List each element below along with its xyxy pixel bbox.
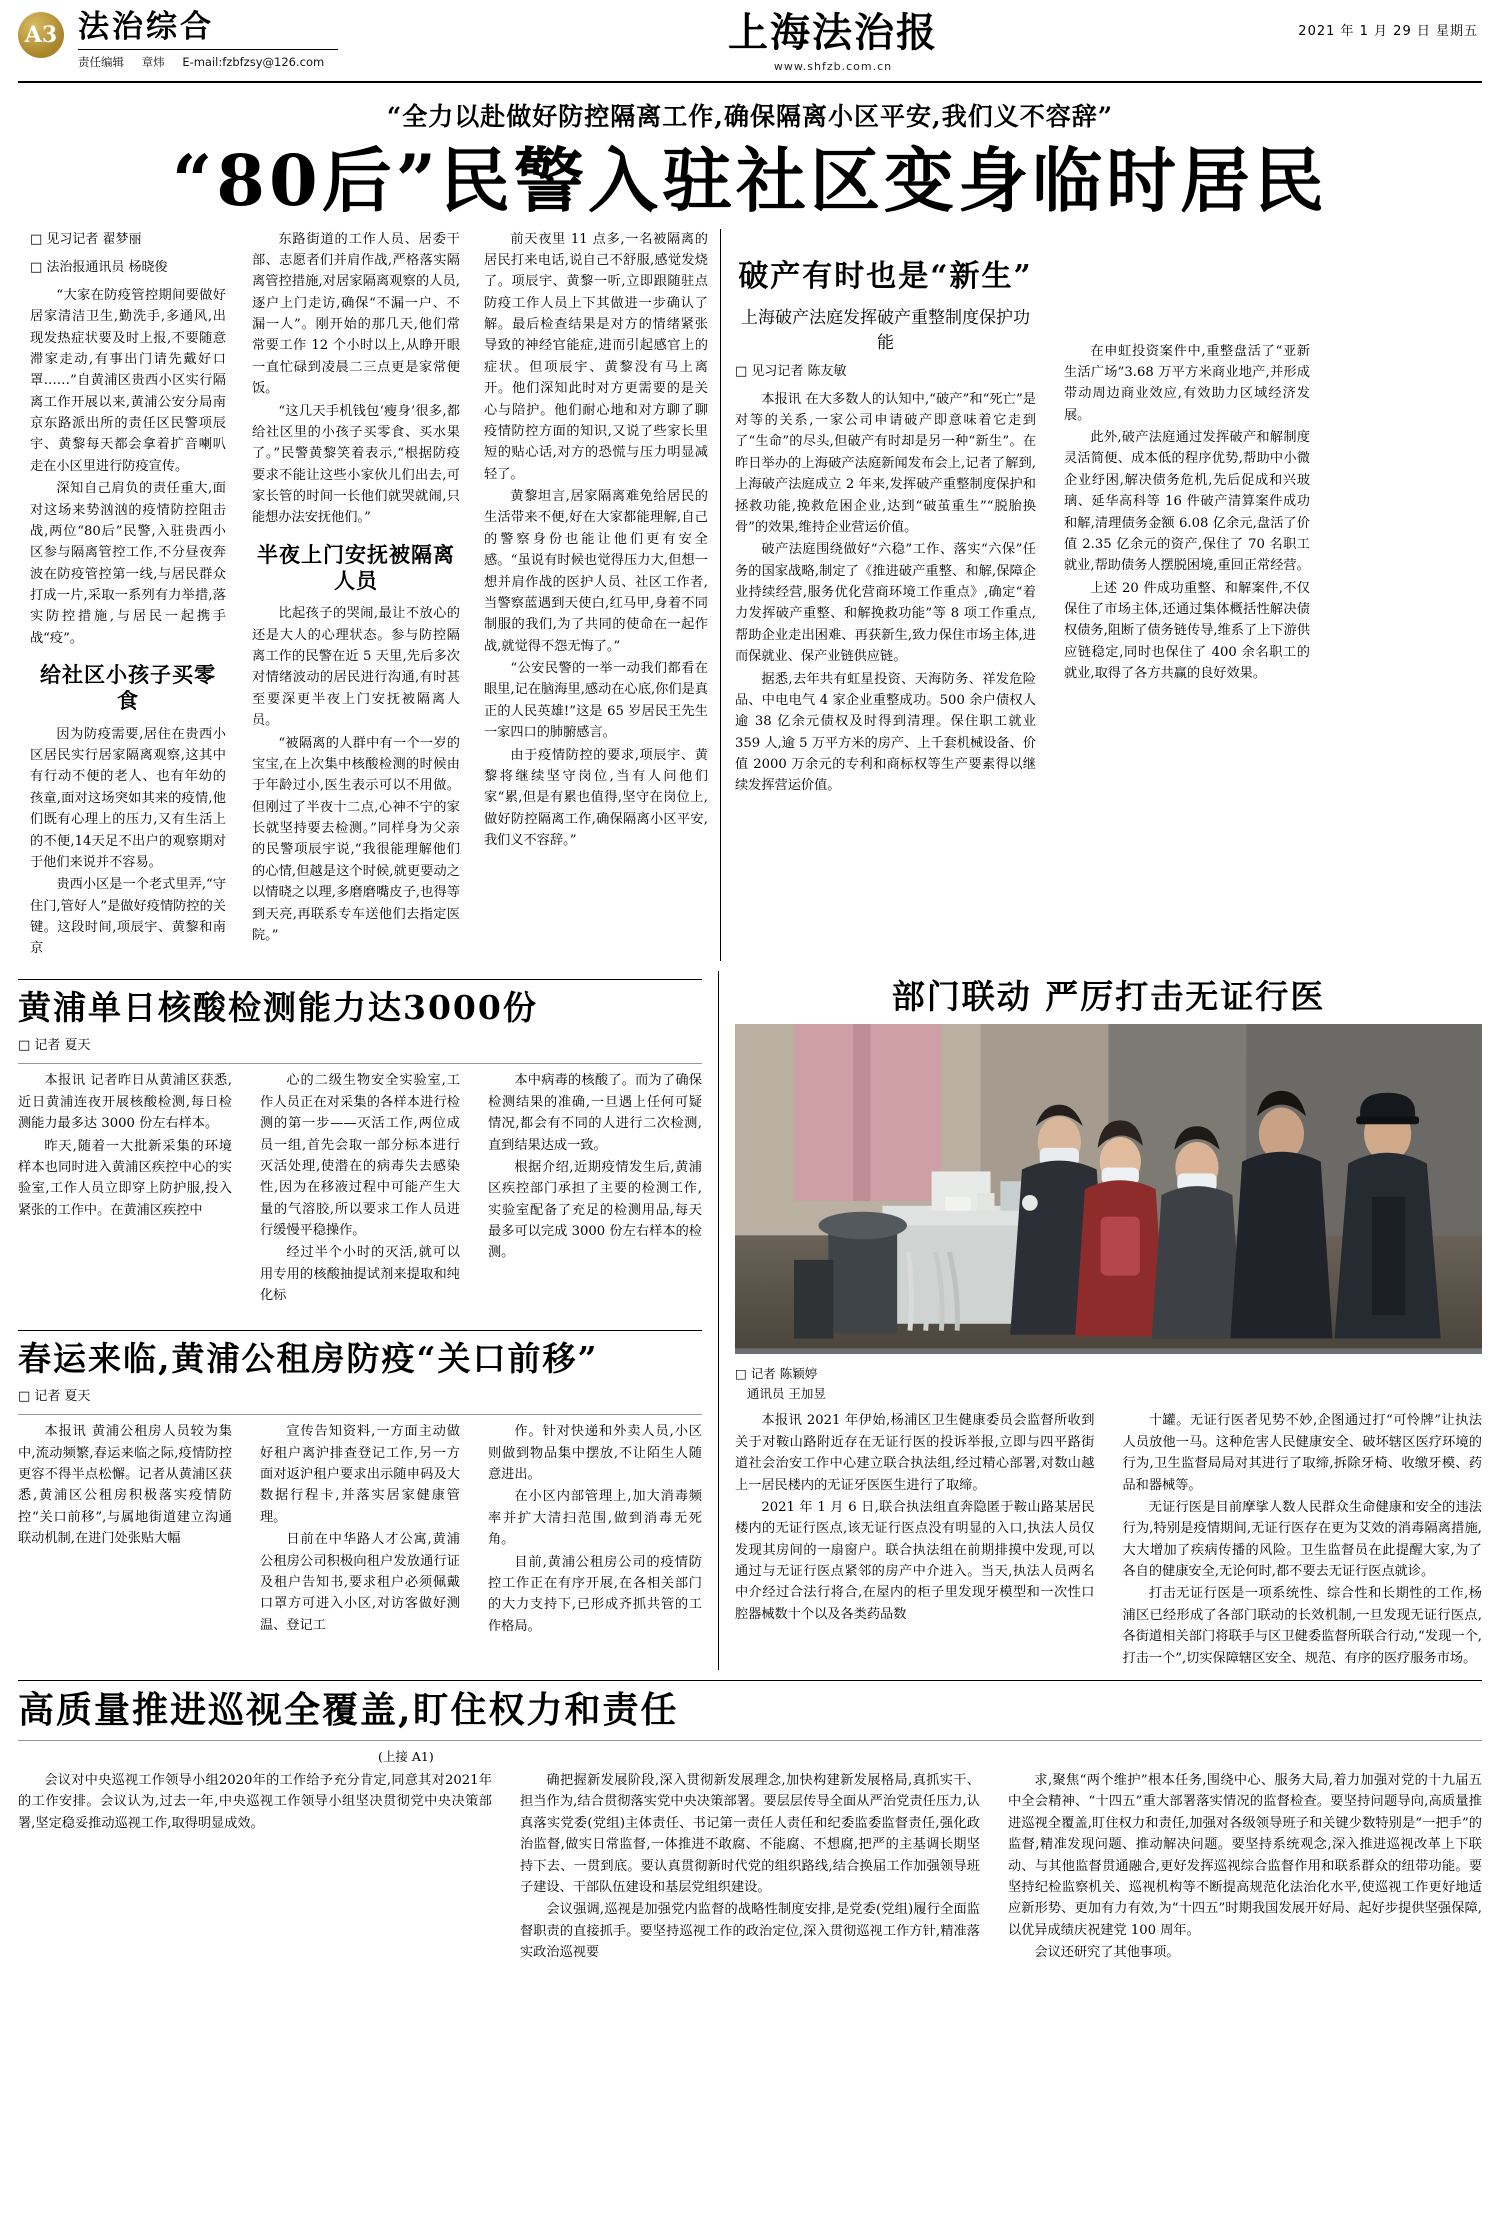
bottom-article <box>0 1680 1500 1965</box>
bottom-para: 会议对中央巡视工作领导小组2020年的工作给予充分肯定,同意其对2021年的工作安排。会议认为,过去一年,中央巡视工作领导小组坚决贯彻党中央决策部署,坚定稳妥推动巡视工作,取得明显成效。 <box>18 1773 492 1831</box>
editor-name: 章炜 <box>141 55 165 70</box>
lead-column-2 <box>240 229 472 961</box>
photo-article-para: 无证行医是目前摩挲人数人民群众生命健康和安全的违法行为,特别是疫情期间,无证行医存在更为艾效的消毒隔离措施,大大增加了疾病传播的风险。卫生监督员在此提醒大家,为了各自的健康安全,无论何时,都不要去无证行医点就诊。 <box>1122 1499 1482 1579</box>
editor-line <box>78 49 338 70</box>
photo-article <box>718 971 1482 1670</box>
chunyun-para: 作。针对快递和外卖人员,小区则做到物品集中摆放,不让陌生人随意进出。 <box>488 1424 702 1483</box>
masthead-date: 2021 年 1 月 29 日 星期五 <box>1298 24 1478 39</box>
masthead-left <box>18 10 448 70</box>
lead-para: 贵西小区是一个老式里弄,“守住门,管好人”是做好疫情防控的关键。这段时间,项辰宇、黄黎和南京 <box>30 877 226 957</box>
divider <box>18 1680 1482 1681</box>
chunyun-col-1 <box>18 1421 246 1638</box>
byline-reporter: □ 见习记者 翟梦丽 <box>30 229 226 251</box>
page-number-badge: A3 <box>18 12 64 58</box>
lead-para: “大家在防疫管控期间要做好居家清洁卫生,勤洗手,多通风,出现发热症状要及时上报,不要随意滞家走动,有事出门请先戴好口罩……”自黄浦区贵西小区实行隔离工作开展以来,黄浦公安分局南京东路派出所的责任区民警项辰宇、黄黎每天都会拿着扩音喇叭走在小区里进行防疫宣传。 <box>30 287 226 474</box>
nucleic-para: 昨天,随着一大批新采集的环境样本也同时进入黄浦区疾控中心的实验室,工作人员立即穿上防护服,投入紧张的工作中。在黄浦区疾控中 <box>18 1138 232 1218</box>
chunyun-columns <box>18 1421 702 1638</box>
lead-para: 因为防疫需要,居住在贵西小区居民实行居家隔离观察,这其中有行动不便的老人、也有年幼的孩童,面对这场突如其来的疫情,他们既有心理上的压力,又有生活上的不便,14天足不出户的观察期对于他们来说并不容易。 <box>30 726 226 870</box>
nucleic-col-3 <box>474 1070 702 1307</box>
photo-article-para: 2021 年 1 月 6 日,联合执法组直奔隐匿于鞍山路某居民楼内的无证行医点,该无证行医点没有明显的入口,执法人员仅发现其房间的一扇窗户。联合执法组在前期排摸中发现,可以通过与无证行医点紧邻的房产中介进入。当天,执法人员两名中介经过合法行将合,在屋内的柜子里发现牙模型和一次性口腔器械数十个以及各类药品数 <box>735 1499 1095 1622</box>
masthead <box>0 0 1500 77</box>
photo-article-para: 本报讯 2021 年伊始,杨浦区卫生健康委员会监督所收到关于对鞍山路附近存在无证行医的投诉举报,立即与四平路街道社会治安工作中心建立联合执法组,经过精心部署,对数山越上一居民楼内的无证牙医医生进行了取缔。 <box>735 1413 1095 1493</box>
bottom-col-2 <box>506 1770 994 1964</box>
divider <box>18 1414 702 1415</box>
chunyun-para: 目前,黄浦公租房公司的疫情防控工作正在有序开展,在各相关部门的大力支持下,已形成齐抓共管的工作格局。 <box>488 1554 702 1634</box>
photo-article-col-1 <box>735 1410 1109 1670</box>
chunyun-col-3 <box>474 1421 702 1638</box>
divider <box>18 1063 702 1064</box>
shoulder-headline: “全力以赴做好防控隔离工作,确保隔离小区平安,我们义不容辞” <box>386 102 1114 131</box>
nucleic-para: 根据介绍,近期疫情发生后,黄浦区疾控部门承担了主要的检测工作,实验室配备了充足的检测用品,每天最多可以完成 3000 份左右样本的检测。 <box>488 1159 702 1261</box>
chunyun-title: 春运来临,黄浦公租房防疫“关口前移” <box>18 1338 599 1378</box>
nucleic-para: 本中病毒的核酸了。而为了确保检测结果的准确,一旦遇上任何可疑情况,都会有不同的人进行二次检测,直到结果达成一致。 <box>488 1073 702 1153</box>
divider <box>18 979 702 980</box>
bottom-article-title: 高质量推进巡视全覆盖,盯住权力和责任 <box>18 1688 679 1731</box>
bottom-para: 会议还研究了其他事项。 <box>1034 1945 1180 1961</box>
bankruptcy-para: 破产法庭围绕做好“六稳”工作、落实“六保”任务的国家战略,制定了《推进破产重整、和解,保障企业持续经营,服务优化营商环境工作重点》,确定“着力发挥破产重整、和解挽救功能”等 8 项工作重点,帮助企业走出困难、再获新生,致力保住市场主体,进而保就业、保产业链供应链。 <box>735 542 1036 665</box>
middle-region <box>0 971 1500 1670</box>
photo-scene <box>735 1024 1482 1348</box>
photo-byline-1: □ 记者 陈颖婷 <box>735 1366 818 1382</box>
section-block <box>78 10 338 70</box>
nucleic-para: 心的二级生物安全实验室,工作人员正在对采集的各样本进行检测的第一步——灭活工作,两位成员一组,首先会取一部分标本进行灭活处理,使潜在的病毒失去感染性,因为在移液过程中可能产生大量的气溶胶,所以要求工作人员进行缓慢平稳操作。 <box>260 1073 460 1239</box>
lead-para: “公安民警的一举一动我们都看在眼里,记在脑海里,感动在心底,你们是真正的人民英雄!”这是 65 岁居民王先生一家四口的肺腑感言。 <box>484 661 708 741</box>
lead-article-columns <box>0 229 1500 961</box>
photo-article-title: 部门联动 严厉打击无证行医 <box>891 976 1326 1016</box>
bottom-para: 确把握新发展阶段,深入贯彻新发展理念,加快构建新发展格局,真抓实干、担当作为,结合贯彻落实党中央决策部署。要层层传导全面从严治党责任压力,认真落实党委(党组)主体责任、书记第一责任人责任和纪委监委监督责任,强化政治监督,做实日常监督,一体推进不敢腐、不能腐、不想腐,把严的主基调长期坚持下去、一贯到底。要认真贯彻新时代党的组织路线,结合换届工作加强领导班子建设、干部队伍建设和基层党组织建设。 <box>520 1773 980 1895</box>
lead-subhead-2: 半夜上门安抚被隔离人员 <box>257 541 455 594</box>
nucleic-para: 经过半个小时的灭活,就可以用专用的核酸抽提试剂来提取和纯化标 <box>260 1245 460 1304</box>
nucleic-title: 黄浦单日核酸检测能力达3000份 <box>18 987 538 1027</box>
divider <box>18 1330 702 1331</box>
lead-headline-block <box>0 83 1500 229</box>
divider <box>18 1740 1482 1741</box>
section-title: 法治综合 <box>78 9 214 45</box>
photo-article-para: 打击无证行医是一项系统性、综合性和长期性的工作,杨浦区已经形成了各部门联动的长效机制,一旦发现无证行医点,各街道相关部门将联手与区卫健委监督所联合行动,“发现一个,打击一个”,切实保障辖区安全、规范、有序的医疗服务市场。 <box>1122 1586 1482 1666</box>
huangpu-articles <box>18 971 718 1670</box>
lead-para: “被隔离的人群中有一个一岁的宝宝,在上次集中核酸检测的时候由于年龄过小,医生表示可以不用做。但刚过了半夜十二点,心神不宁的家长就坚持要去检测。”同样身为父亲的民警项辰宇说,“我很能理解他们的心情,但越是这个时候,就更要动之以情晓之以理,多磨磨嘴皮子,也得等到天亮,再联系专车送他们去指定医院。” <box>252 735 460 943</box>
bankruptcy-para: 在申虹投资案件中,重整盘活了“亚新生活广场”3.68 万平方米商业地产,并形成带动周边商业效应,有效助力区域经济发展。 <box>1064 343 1310 423</box>
news-photo <box>735 1024 1482 1354</box>
chunyun-para: 在小区内部管理上,加大消毒频率并扩大清扫范围,做到消毒无死角。 <box>488 1489 702 1548</box>
continued-from-note: (上接 A1) <box>378 1749 434 1765</box>
byline-correspondent: □ 法治报通讯员 杨晓俊 <box>30 257 226 279</box>
middle-wrap <box>18 971 1482 1670</box>
bankruptcy-article-right <box>1050 229 1310 961</box>
bottom-col-1 <box>18 1770 506 1964</box>
lead-column-1 <box>18 229 240 961</box>
masthead-center <box>448 10 1218 73</box>
paper-title: 上海法治报 <box>728 9 938 56</box>
photo-article-col-2 <box>1109 1410 1483 1670</box>
lead-para: 由于疫情防控的要求,项辰宇、黄黎将继续坚守岗位,当有人问他们家“累,但是有累也值得,坚守在岗位上,做好防控隔离工作,确保隔离小区平安,我们义不容辞。” <box>484 747 708 849</box>
lead-para: 深知自己肩负的责任重大,面对这场来势汹汹的疫情防控阻击战,两位“80后”民警,入驻贵西小区参与隔离管控工作,不分昼夜奔波在防疫管控第一线,与居民群众打成一片,采取一系列有力举措,落实防控措施,与居民一起携手战“疫”。 <box>30 481 226 646</box>
bottom-para: 求,聚焦“两个维护”根本任务,围绕中心、服务大局,着力加强对党的十九届五中全会精神、“十四五”重大部署落实情况的监督检查。要坚持问题导向,高质量推进巡视全覆盖,盯住权力和责任,加强对各级领导班子和关键少数特别是“一把手”的监督,精准发现问题、推动解决问题。要坚持系统观念,深入推进巡视改革上下联动、与其他监督贯通融合,更好发挥巡视综合监督作用和联系群众的纽带功能。要坚持纪检监察机关、巡视机构等不断提高规范化法治化水平,使巡视工作更好地适应新形势、更加有力有效,为“十四五”时期我国发展开好局、起好步提供坚强保障,以优异成绩庆祝建党 100 周年。 <box>1008 1773 1482 1938</box>
paper-url: www.shfzb.com.cn <box>773 60 893 73</box>
lead-para: “这几天手机钱包‘瘦身’很多,都给社区里的小孩子买零食、买水果了。”民警黄黎笑着表示,“根据防疫要求不能让这些小家伙儿们出去,可家长管的时间一长他们就哭就闹,只能想办法安抚他们。” <box>252 403 460 526</box>
nucleic-para: 本报讯 记者昨日从黄浦区获悉,近日黄浦连夜开展核酸检测,每日检测能力最多达 3000 份左右样本。 <box>18 1073 232 1132</box>
chunyun-para: 本报讯 黄浦公租房人员较为集中,流动频繁,春运来临之际,疫情防控更容不得半点松懈。记者从黄浦区获悉,黄浦区公租房积极落实疫情防控“关口前移”,与属地街道建立沟通联动机制,在进门处张贴大幅 <box>18 1424 232 1547</box>
bankruptcy-para: 据悉,去年共有虹星投资、天海防务、祥发危险品、中电电气 4 家企业重整成功。500 余户债权人逾 38 亿余元债权及时得到清理。保住职工就业 359 人,逾 5 万平方米的房产、上千套机械设备、价值 2000 万余元的专利和商标权等生产要素得以继续发挥营运价值。 <box>735 671 1036 794</box>
chunyun-col-2 <box>246 1421 474 1638</box>
bankruptcy-article-left <box>720 229 1050 961</box>
photo-bylines <box>735 1364 1482 1404</box>
bottom-para: 会议强调,巡视是加强党内监督的战略性制度安排,是党委(党组)履行全面监督职责的直接抓手。要坚持巡视工作的政治定位,深入贯彻巡视工作方针,精准落实政治巡视要 <box>520 1902 980 1961</box>
main-headline: “80后”民警入驻社区变身临时居民 <box>172 139 1328 222</box>
chunyun-byline: □ 记者 夏天 <box>18 1386 702 1408</box>
bottom-col-3 <box>994 1770 1482 1964</box>
editor-label: 责任编辑 <box>78 55 124 70</box>
photo-article-para: 十罐。无证行医者见势不妙,企图通过打“可怜牌”让执法人员放他一马。这种危害人民健康安全、破坏辖区医疗环境的行为,卫生监督局局对其进行了取缔,拆除牙椅、收缴牙模、药品和器械等。 <box>1122 1413 1482 1493</box>
lead-para: 黄黎坦言,居家隔离难免给居民的生活带来不便,好在大家都能理解,自己的警察身份也能让他们更有安全感。“虽说有时候也觉得压力大,但想一想并肩作战的医护人员、社区工作者,当警察蓝遇到天使白,红马甲,身着不同制服的我们,为了共同的使命在一起作战,就觉得不怨无悔了。” <box>484 489 708 654</box>
nucleic-columns <box>18 1070 702 1307</box>
bankruptcy-para: 此外,破产法庭通过发挥破产和解制度灵活简便、成本低的程序优势,帮助中小微企业纾困,解决债务危机,先后促成和兴玻璃、延华高科等 16 件破产清算案件成功和解,清理债务金额 6.08 亿余元,盘活了价值 2.35 亿余元的资产,保住了 70 名职工就业,帮助债务人摆脱困境,重回正常经营。 <box>1064 430 1310 574</box>
bankruptcy-byline: □ 见习记者 陈友敏 <box>735 361 1036 383</box>
bottom-article-columns <box>18 1770 1482 1964</box>
nucleic-byline: □ 记者 夏天 <box>18 1035 702 1057</box>
chunyun-para: 宣传告知资料,一方面主动做好租户离沪排查登记工作,另一方面对返沪租户要求出示随申码及大数据行程卡,并落实居家健康管理。 <box>260 1424 460 1525</box>
photo-article-columns <box>735 1410 1482 1670</box>
lead-para: 前天夜里 11 点多,一名被隔离的居民打来电话,说自己不舒服,感觉发烧了。项辰宇、黄黎一听,立即跟随驻点防疫工作人员上下其做进一步确认了解。最后检查结果是对方的情绪紧张导致的神经官能症,进而引起感官上的症状。但项辰宇、黄黎没有马上离开。他们深知此时对方更需要的是关心与陪护。他们耐心地和对方聊了聊疫情防控方面的知识,又说了些家长里短的贴心话,对方的恐慌与压力明显减轻了。 <box>484 231 708 482</box>
editor-email: E-mail:fzbfzsy@126.com <box>182 55 325 70</box>
lead-para: 东路街道的工作人员、居委干部、志愿者们并肩作战,严格落实隔离管控措施,对居家隔离观察的人员,逐户上门走访,确保“不漏一户、不漏一人”。刚开始的那几天,他们常常要工作 12 个小时以上,从睁开眼一直忙碌到凌晨二三点更是家常便饭。 <box>252 231 460 397</box>
lead-column-3 <box>472 229 720 961</box>
bankruptcy-subtitle: 上海破产法庭发挥破产重整制度保护功能 <box>741 307 1030 353</box>
bankruptcy-title: 破产有时也是“新生” <box>738 258 1033 294</box>
bankruptcy-para: 上述 20 件成功重整、和解案件,不仅保住了市场主体,还通过集体概括性解决债权债务,阻断了债务链传导,维系了上下游供应链稳定,同时也保住了 400 余名职工的就业,取得了各方共赢的良好效果。 <box>1064 580 1310 682</box>
bankruptcy-para: 本报讯 在大多数人的认知中,“破产”和“死亡”是对等的关系,一家公司申请破产即意味着它走到了“生命”的尽头,但破产有时却是另一种“新生”。在昨日举办的上海破产法庭新闻发布会上,记者了解到,上海破产法庭成立 2 年来,发挥破产重整制度保护和拯救功能,挽救危困企业,达到“破茧重生”“脱胎换骨”的效果,维持企业营运价值。 <box>735 391 1036 535</box>
lead-subhead-1: 给社区小孩子买零食 <box>40 662 216 714</box>
nucleic-col-2 <box>246 1070 474 1307</box>
chunyun-para: 日前在中华路人才公寓,黄浦公租房公司积极向租户发放通行证及租户告知书,要求租户必须佩戴口罩方可进入小区,对访客做好测温、登记工 <box>260 1532 460 1633</box>
photo-byline-2: 通讯员 王加昱 <box>746 1386 826 1402</box>
nucleic-col-1 <box>18 1070 246 1307</box>
lead-para: 比起孩子的哭闹,最让不放心的还是大人的心理状态。参与防控隔离工作的民警在近 5 天里,先后多次对情绪波动的居民进行沟通,有时甚至要深更半夜上门安抚被隔离人员。 <box>252 606 460 729</box>
